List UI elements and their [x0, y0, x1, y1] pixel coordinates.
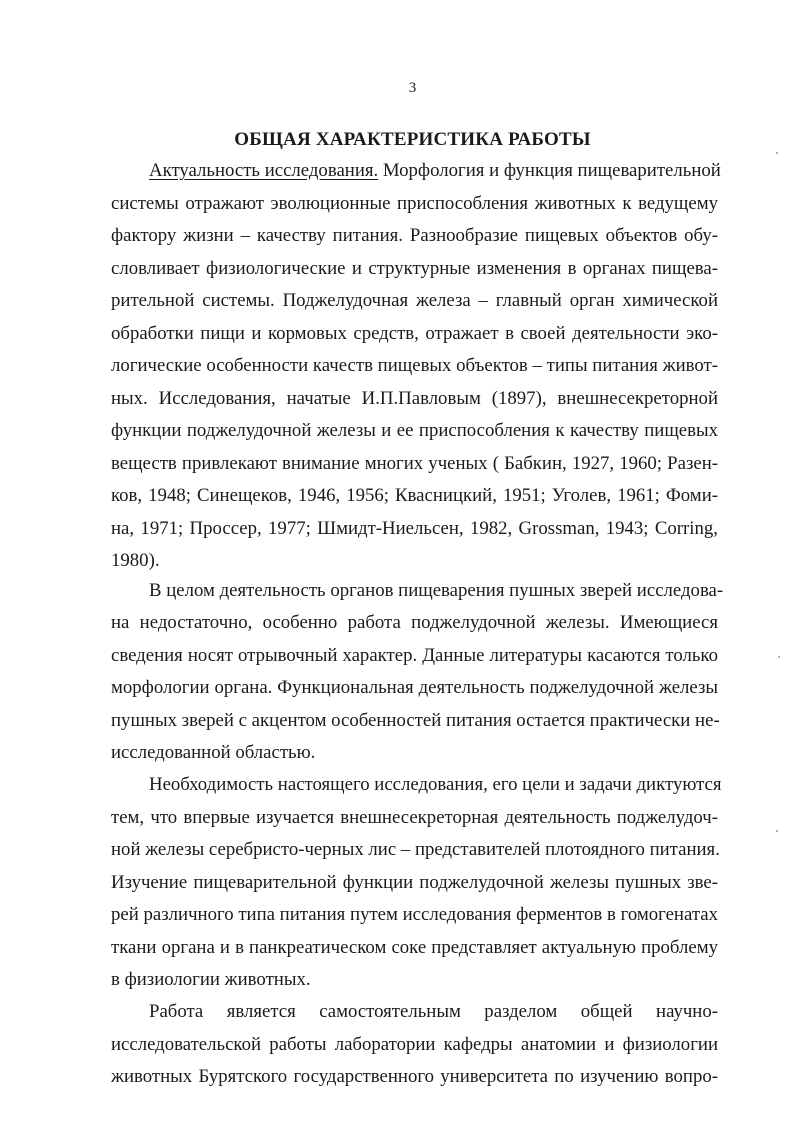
paragraph-1-line-9: функции поджелудочной железы и ее приспособления к качеству пищевых [111, 420, 718, 441]
paragraph-3-line-7: в физиологии животных. [111, 969, 311, 990]
paragraph-1-line-4: словливает физиологические и структурные изменения в органах пищева- [111, 258, 718, 279]
paragraph-1-line-6: обработки пищи и кормовых средств, отражает в своей деятельности эко- [111, 323, 718, 344]
paragraph-1-line-13: 1980). [111, 550, 160, 571]
paragraph-3-line-3: ной железы серебристо-черных лис – представителей плотоядного питания. [111, 839, 720, 860]
subsection-heading: Актуальность исследования. [149, 160, 379, 181]
paragraph-1-line-2: системы отражают эволюционные приспособления животных к ведущему [111, 193, 718, 214]
scan-speck [778, 656, 780, 658]
paragraph-3-line-4: Изучение пищеварительной функции поджелудочной железы пушных зве- [111, 872, 718, 893]
paragraph-2-line-5: пушных зверей с акцентом особенностей питания остается практически не- [111, 710, 720, 731]
paragraph-1-line-10: веществ привлекают внимание многих ученых ( Бабкин, 1927, 1960; Разен- [111, 453, 718, 474]
section-title: ОБЩАЯ ХАРАКТЕРИСТИКА РАБОТЫ [234, 129, 591, 150]
paragraph-1-line-12: на, 1971; Проссер, 1977; Шмидт-Ниельсен, 1982, Grossman, 1943; Corring, [111, 518, 718, 539]
paragraph-2-line-4: морфологии органа. Функциональная деятельность поджелудочной железы [111, 677, 718, 698]
scan-speck [776, 830, 778, 832]
paragraph-2-line-6: исследованной областью. [111, 742, 316, 763]
paragraph-1-line-3: фактору жизни – качеству питания. Разнообразие пищевых объектов обу- [111, 225, 718, 246]
paragraph-3-line-6: ткани органа и в панкреатическом соке представляет актуальную проблему [111, 937, 718, 958]
paragraph-2-line-3: сведения носят отрывочный характер. Данные литературы касаются только [111, 645, 718, 666]
paragraph-1-line-5: рительной системы. Поджелудочная железа – главный орган химической [111, 290, 718, 311]
paragraph-4-line-3: животных Бурятского государственного университета по изучению вопро- [111, 1066, 718, 1087]
paragraph-3-line-2: тем, что впервые изучается внешнесекреторная деятельность поджелудоч- [111, 807, 718, 828]
page-number: 3 [408, 80, 417, 96]
paragraph-4-line-2: исследовательской работы лаборатории кафедры анатомии и физиологии [111, 1034, 718, 1055]
paragraph-1-line-8: ных. Исследования, начатые И.П.Павловым (1897), внешнесекреторной [111, 388, 718, 409]
scan-speck [776, 152, 778, 154]
paragraph-2-line-2: на недостаточно, особенно работа поджелудочной железы. Имеющиеся [111, 612, 718, 633]
paragraph-2-line-1: В целом деятельность органов пищеварения пушных зверей исследова- [149, 580, 724, 601]
paragraph-4-line-1: Работа является самостоятельным разделом общей научно- [149, 1001, 718, 1022]
paragraph-3-line-5: рей различного типа питания путем исследования ферментов в гомогенатах [111, 904, 718, 925]
paragraph-1-line-7: логические особенности качеств пищевых объектов – типы питания живот- [111, 355, 718, 376]
paragraph-3-line-1: Необходимость настоящего исследования, его цели и задачи диктуются [149, 774, 722, 795]
paragraph-1-line-1: Актуальность исследования. Морфология и функция пищеварительной [149, 160, 721, 181]
paragraph-1-line-11: ков, 1948; Синещеков, 1946, 1956; Квасницкий, 1951; Уголев, 1961; Фоми- [111, 485, 718, 506]
